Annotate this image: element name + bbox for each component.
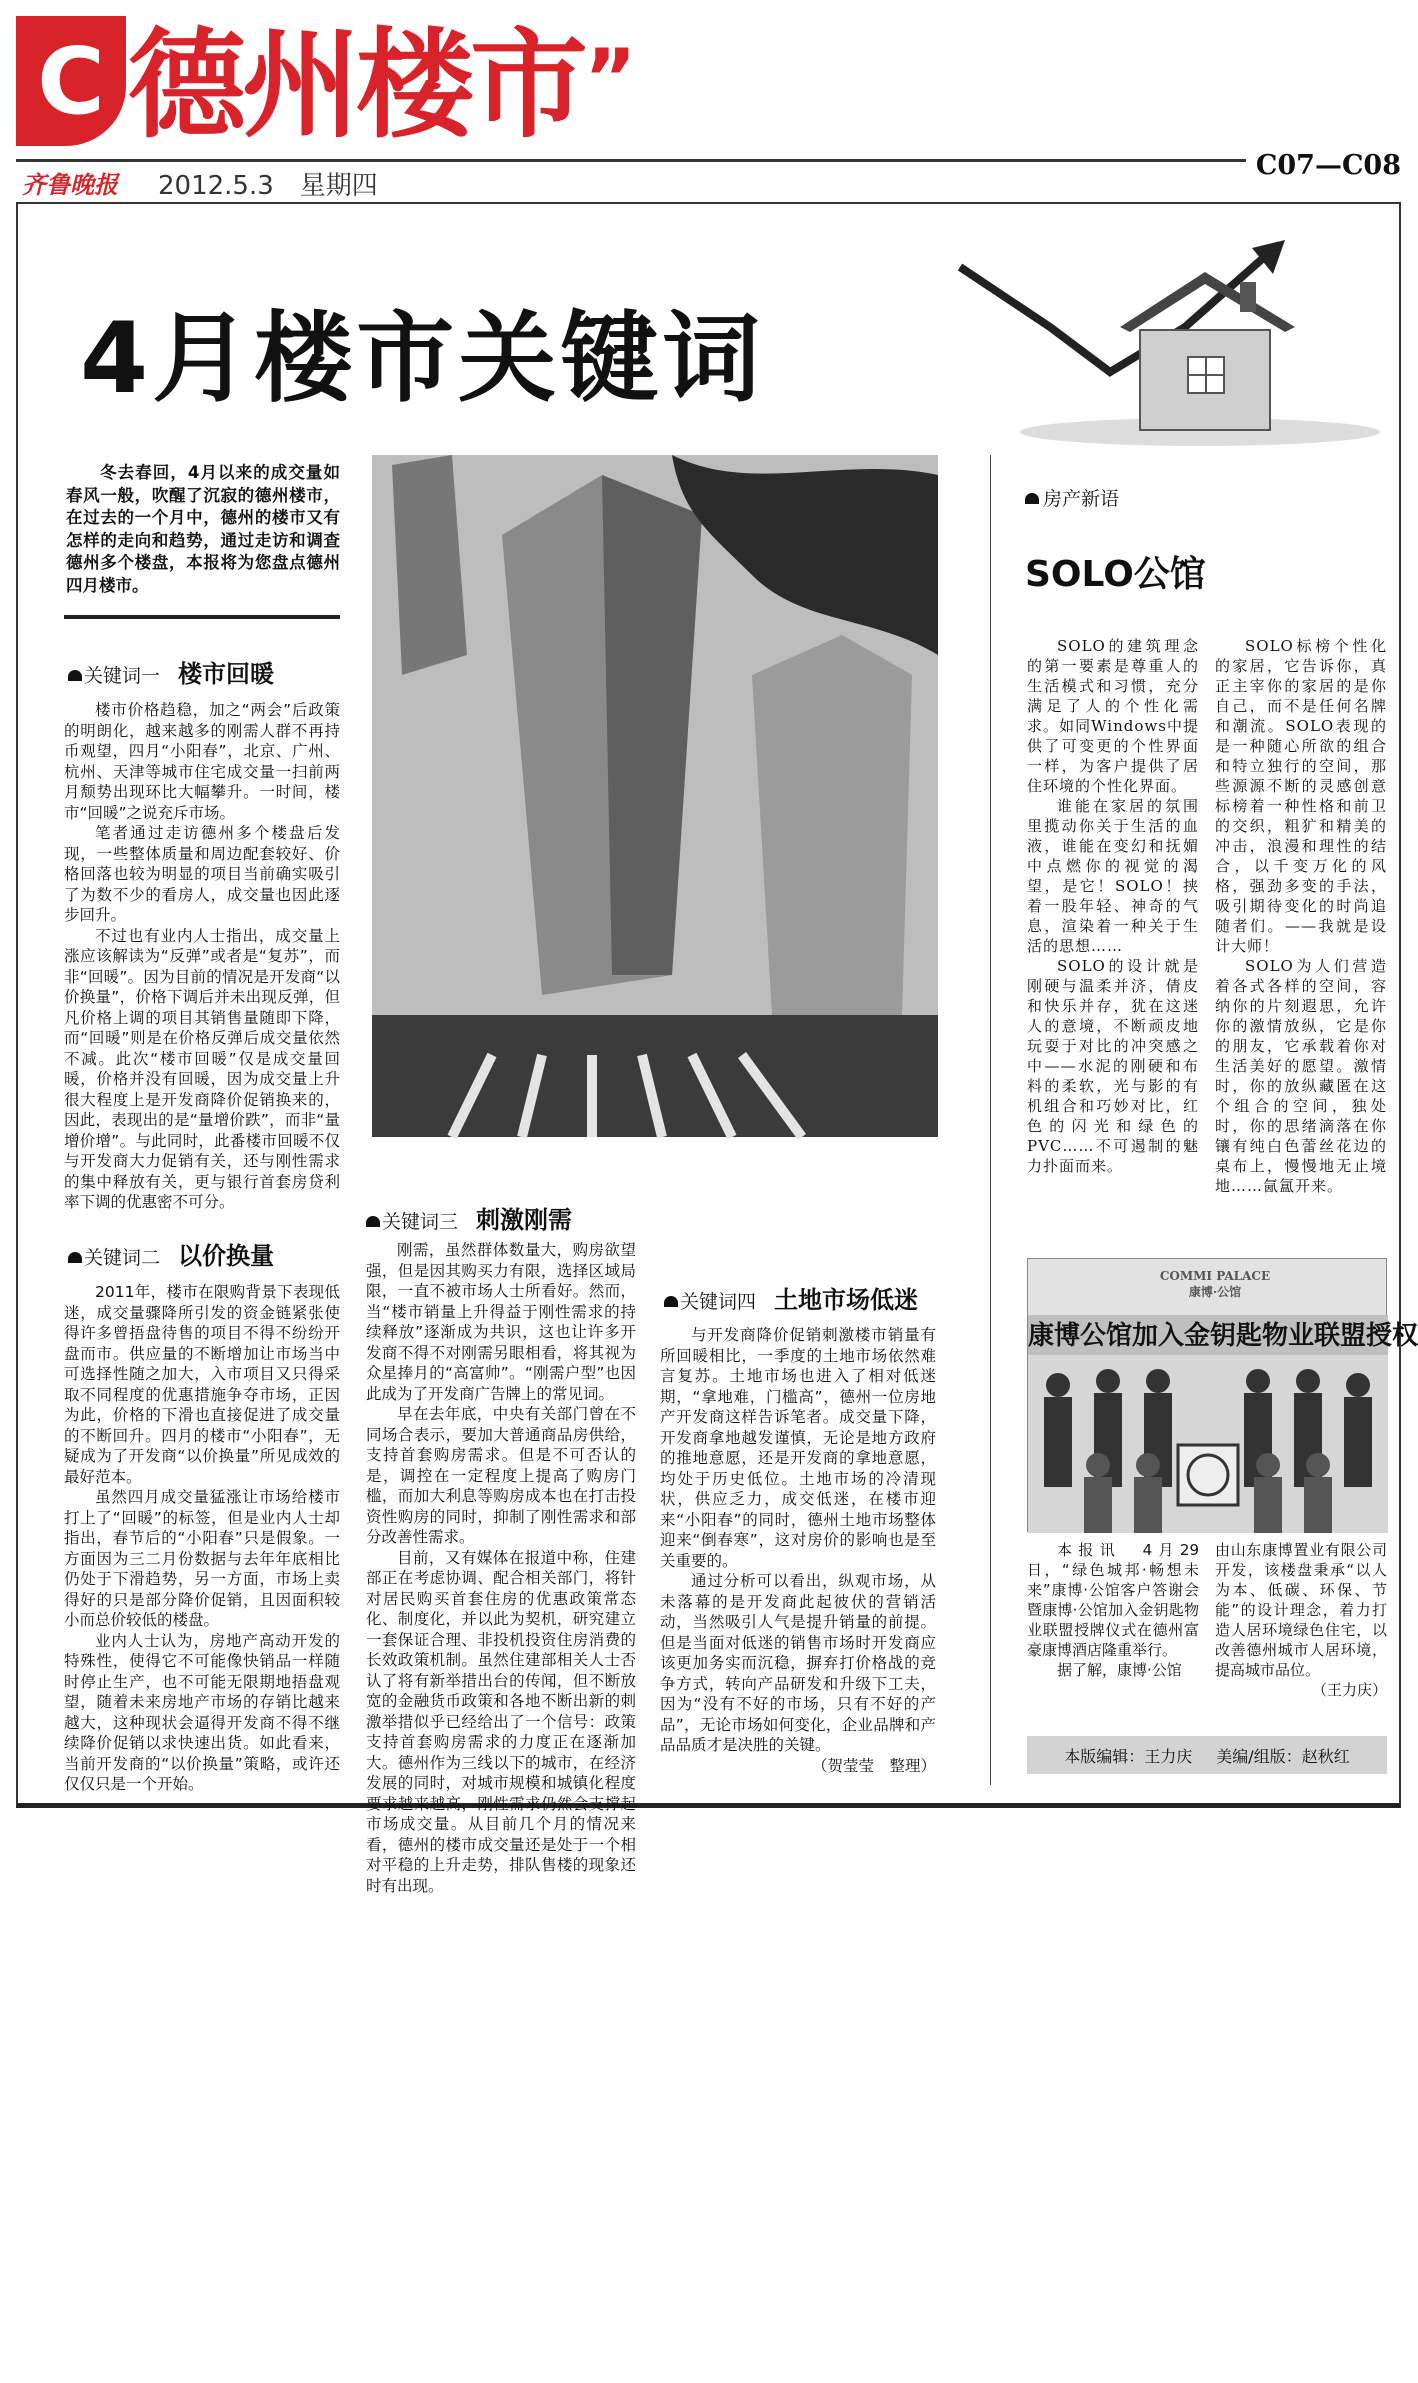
- section-two-body: 2011年，楼市在限购背景下表现低迷，成交量骤降所引发的资金链紧张使得许多曾捂盘待售的项目不得不纷纷开盘而市。供应量的不断增加让市场当中可选择性随之加大，入市项目又只得采取不同程度的优惠措施争夺市场，正因为此，价格的下滑也直接促进了成交量的不断回升。四月的楼市“小阳春”，无疑成为了开发商“以价换量”所见成效的最好范本。 虽然四月成交量猛涨让市场给楼市打上了“回暖”的标签，但是业内人士却指出，春节后的“小阳春”只是假象。一方面因为三二月份数据与去年年底相比仍处于下滑趋势，另一方面，市场上卖得好的只是部分降价促销，且因面积较小而总价较低的楼盘。 业内人士认为，房地产高动开发的特殊性，使得它不可能像快销品一样随时停止生产，也不可能无限期地捂盘观望，随着未来房地产市场的存销比越来越大，这种现状会逼得开发商不得不继续降价促销以求快速出货。如此看来，当前开发商的“以价换量”策略，或许还仅仅只是一个开始。: [64, 1283, 340, 1793]
- keyword-one-heading: 关键词一 楼市回暖: [68, 654, 274, 689]
- ceremony-photo: [1027, 1258, 1418, 1532]
- sidebar-title: SOLO公馆: [1025, 554, 1206, 595]
- section-four-body: 与开发商降价促销刺激楼市销量有所回暖相比，一季度的土地市场依然难言复苏。土地市场也进入了相对低迷期，“拿地难，门槛高”，德州一位房地产开发商这样告诉笔者。成交量下降，开发商拿地越发谨慎，无论是地方政府的推地意愿，还是开发商的拿地意愿，均处于历史低位。土地市场的冷清现状，供应乏力，成交低迷，在楼市迎来“小阳春”的同时，德州土地市场整体迎来“倒春寒”，这对房价的影响也是至关重要的。 通过分析可以看出，纵观市场，从未落幕的是开发商此起彼伏的营销活动，当然吸引人气是提升销量的前提。但是当面对低迷的销售市场时开发商应该更加务实而沉稳，摒弃打价格战的竞争方式，转向产品研发和升级下工夫，因为“没有不好的市场，只有不好的产品”，无论市场如何变化，企业品牌和产品品质才是决胜的关键。 （贺莹莹 整理）: [660, 1326, 936, 1775]
- tower-right: [752, 635, 912, 1015]
- section-three-body: 刚需，虽然群体数量大，购房欲望强，但是因其购买力有限，选择区域局限，一直不被市场人士所看好。然而，当“楼市销量上升得益于刚性需求的持续释放”逐渐成为共识，这也让许多开发商不得不对刚需另眼相看，将其视为众星捧月的“高富帅”。“刚需户型”也因此成为了开发商广告牌上的常见词。 早在去年底，中央有关部门曾在不同场合表示，要加大普通商品房供给，支持首套购房需求。但是不可否认的是，调控在一定程度上提高了购房门槛，而加大利息等购房成本也在打击投资性购房的同时，抑制了刚性需求和部分改善性需求。 目前，又有媒体在报道中称，住建部正在考虑协调、配合相关部门，将针对居民购买首套住房的优惠政策常态化、制度化，并以此为契机，研究建立一套保证合理、非投机投资住房消费的长效政策机制。虽然住建部相关人士否认了将有新举措出台的传闻，但不断放宽的金融货币政策和各地不断出新的刺激举措似乎已经给出了一个信号：政策支持首套购房需求的力度正在逐渐加大。德州作为三线以下的城市，在经济发展的同时，对城市规模和城镇化程度要求越来越高，刚性需求仍然会支撑起市场成交量。从目前几个月的情况来看，德州的楼市成交量还是处于一个相对平稳的上升走势，排队售楼的现象还时有出现。: [366, 1241, 636, 1895]
- keyword-three-heading: 关键词三 刺激刚需: [366, 1200, 572, 1235]
- column-divider: [990, 455, 991, 1785]
- section-four-byline: （贺莹莹 整理）: [811, 1756, 936, 1775]
- banner-text: 康博公馆加入金钥匙物业联盟授权: [1028, 1315, 1388, 1357]
- sidebar-col-2: SOLO标榜个性化的家居，它告诉你，真正主宰你的家居的是你自己，而不是任何名牌和潮流。SOLO表现的是一种随心所欲的组合和特立独行的空间，那些源源不断的灵感创意标榜着一种性格和前卫的交织，粗犷和精美的冲击，浪漫和理性的结合，以千变万化的风格，强劲多变的手法，吸引期待变化的时尚追随者们。——我就是设计大师！ SOLO为人们营造着各式各样的空间，容纳你的片刻遐思，允许你的激情放纵，它是你的朋友，它承载着你对生活美好的愿望。激情时，你的放纵藏匿在这个组合的空间，独处时，你的思绪滴落在你镶有纯白色蕾丝花边的桌布上，慢慢地无止境地……氤氲开来。: [1215, 637, 1387, 1195]
- keyword-two-heading: 关键词二 以价换量: [68, 1236, 274, 1271]
- trend-arrow-head: [1252, 240, 1285, 274]
- keyword-four-heading: 关键词四 土地市场低迷: [664, 1280, 918, 1315]
- editor-credits: 本版编辑：王力庆 美编/组版：赵秋红: [1027, 1736, 1387, 1774]
- building-photo: [372, 455, 938, 1137]
- section-logo: C: [16, 16, 126, 146]
- sidebar-label: 房产新语: [1025, 484, 1119, 511]
- page-numbers: C07—C08: [1255, 150, 1401, 181]
- news-text-col-1: 本报讯 4月29日，“绿色城邦·畅想未来”康博·公馆客户答谢会暨康博·公馆加入金钥匙物业联盟授牌仪式在德州富豪康博酒店隆重举行。 据了解，康博·公馆: [1027, 1541, 1199, 1679]
- issue-date: 2012.5.3 星期四: [158, 171, 378, 201]
- section-title: 德州楼市”: [128, 16, 633, 154]
- intro-divider: [64, 615, 340, 619]
- brand-sub: 康博·公馆: [1188, 1285, 1242, 1299]
- news-byline: （王力庆）: [1311, 1681, 1387, 1699]
- sidebar-col-1: SOLO的建筑理念的第一要素是尊重人的生活模式和习惯，充分满足了人的个性化需求。如同Windows中提供了可变更的个性界面一样，为客户提供了居住环境的个性化界面。 谁能在家居的氛围里揽动你关于生活的血液，谁能在变幻和抚媚中点燃你的视觉的渴望，是它！SOLO！挟着一股年轻、神奇的气息，渲染着一种关于生活的思想…… SOLO的设计就是刚硬与温柔并济，倩皮和快乐并存，犹在这迷人的意境，不断顽皮地玩耍于对比的冲突感之中——水泥的刚硬和布料的柔软，光与影的有机组合和巧妙对比，红色的闪光和绿色的PVC……不可遏制的魅力扑面而来。: [1027, 637, 1199, 1175]
- page-headline: 4月楼市关键词: [80, 302, 765, 416]
- brand-name: COMMI PALACE: [1159, 1269, 1271, 1283]
- section-one-body: 楼市价格趋稳，加之“两会”后政策的明朗化，越来越多的刚需人群不再持币观望，四月“小阳春”，北京、广州、杭州、天津等城市住宅成交量一扫前两月颓势出现环比大幅攀升。一时间，楼市“回暖”之说充斥市场。 笔者通过走访德州多个楼盘后发现，一些整体质量和周边配套较好、价格回落也较为明显的项目当前确实吸引了为数不少的看房人，成交量也因此逐步回升。 不过也有业内人士指出，成交量上涨应该解读为“反弹”或者是“复苏”，而非“回暖”。因为目前的情况是开发商“以价换量”，价格下调后并未出现反弹，但凡价格上调的项目其销售量随即下降，而“回暖”则是在价格反弹后成交量依然不减。此次“楼市回暖”仅是成交量回暖，价格并没有回暖，因为成交量上升很大程度上是开发商降价促销换来的，因此，表现出的是“量增价跌”，而非“量增价增”。与此同时，此番楼市回暖不仅与开发商大力促销有关，还与刚性需求的集中释放有关，更与银行首套房贷利率下调的优惠密不可分。: [64, 701, 340, 1211]
- house-arrow-graphic: [940, 232, 1380, 450]
- masthead-rule: [16, 159, 1246, 162]
- news-text-col-2: 由山东康博置业有限公司开发，该楼盘秉承“以人为本、低碳、环保、节能”的设计理念，着力打造人居环境绿色住宅，以改善德州城市人居环境，提高城市品位。 （王力庆）: [1215, 1541, 1387, 1699]
- house-chimney: [1240, 282, 1256, 312]
- newspaper-name: 齐鲁晚报: [22, 170, 118, 199]
- intro-paragraph: 冬去春回，4月以来的成交量如春风一般，吹醒了沉寂的德州楼市，在过去的一个月中，德州的楼市又有怎样的走向和趋势，通过走访和调查德州多个楼盘，本报将为您盘点德州四月楼市。: [66, 463, 340, 595]
